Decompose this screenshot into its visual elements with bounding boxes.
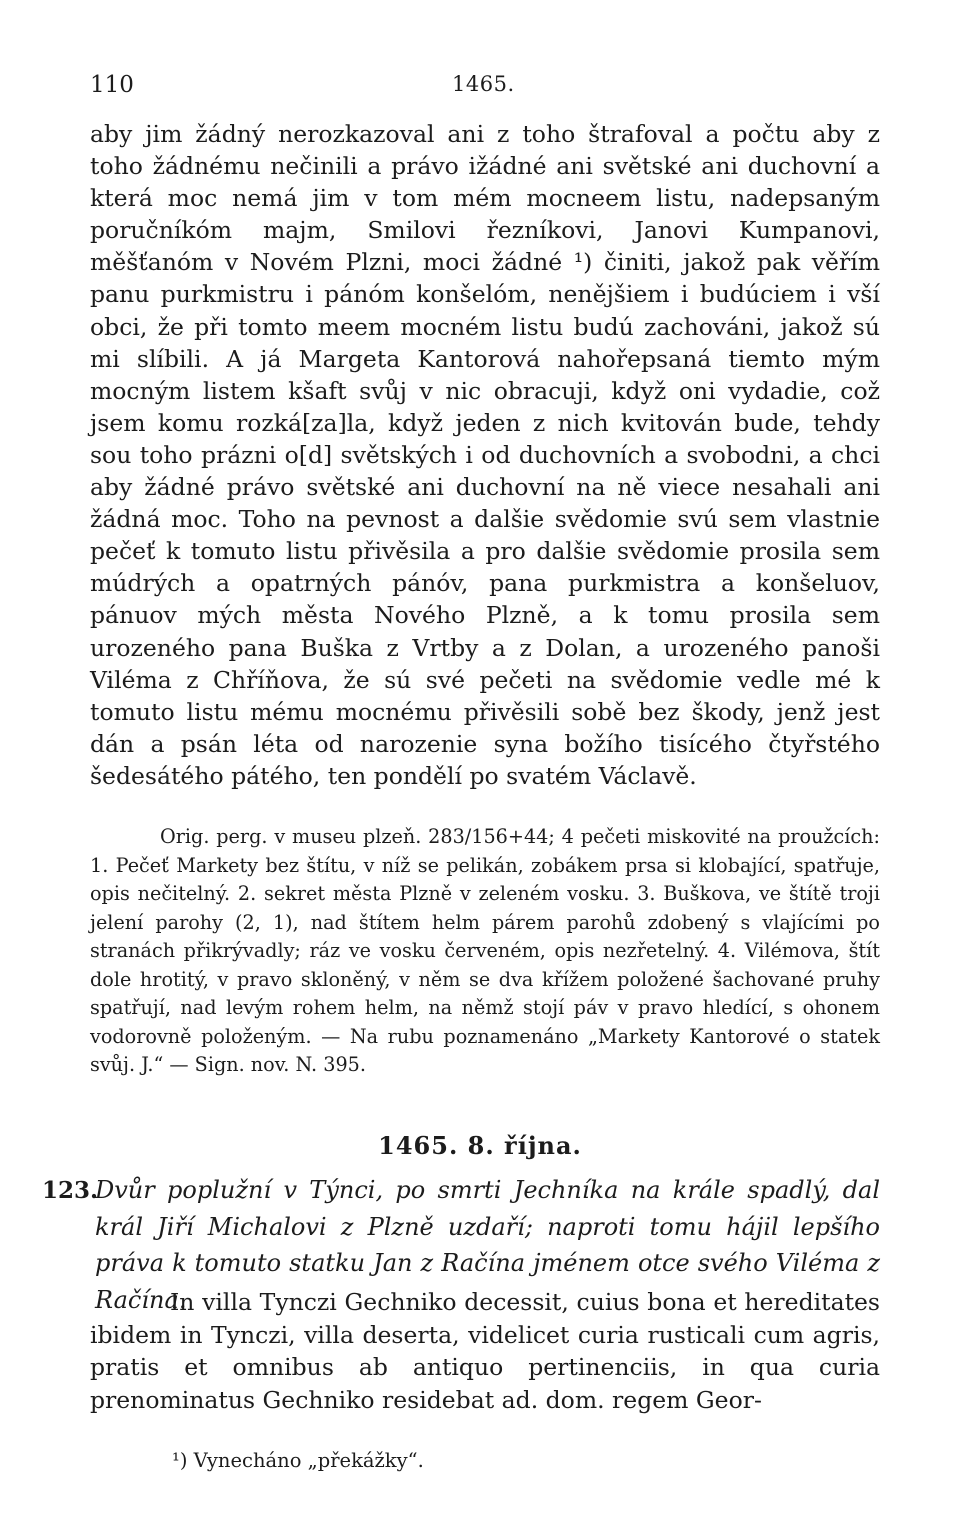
entry-date-heading: 1465. 8. října. [378,1131,582,1160]
footnote: ¹) Vynecháno „překážky“. [172,1449,424,1472]
latin-text: In villa Tynczi Gechniko decessit, cuius bona et hereditates ibidem in Tynczi, villa deserta, videlicet curia rusticali cum agris, pratis et omnibus ab antiquo pertinenciis, in qua curia prenominatus Gechniko residebat ad. dom. regem Geor- [90,1288,880,1414]
entry-summary: Dvůr poplužní v Týnci, po smrti Jechníka na krále spadlý, dal král Jiří Michalovi z Plzně uzdaří; naproti tomu hájil lepšího práva k tomuto statku Jan z Račína jménem otce svého Viléma z Račína. [95,1176,880,1314]
document-body-text: aby jim žádný nerozkazoval ani z toho štrafoval a počtu aby z toho žádnému nečinili a právo ižádné ani světské ani duchovní a která moc nemá jim v tom mém mocneem listu, nadepsaným poručníkóm majm, Smilovi řezníkovi, Janovi Kumpanovi, měšťanóm v Novém Plzni, moci žádné ¹) činiti, jakož pak věřím panu purkmistru i pánóm konšelóm, nenějšiem i budúciem i vší obci, že při tomto meem mocném listu budú zachováni, jakož sú mi slíbili. A já Margeta Kantorová nahořepsaná tiemto mým mocným listem kšaft svůj v nic obracuji, když oni vydadie, což jsem komu rozká[za]la, když jeden z nich kvitován bude, tehdy sou toho prázni o[d] světských i od duchovních a svobodni, a chci aby žádné právo světské ani duchovní na ně viece nesahali ani žádná moc. Toho na pevnost a dalšie svědomie svú sem vlastnie pečeť k tomuto listu přivěsila a pro dalšie svědomie prosila sem múdrých a opatrných pánóv, pana purkmistra a konšeluov, pánuov mých města Nového Plzně, a k tomu prosila sem urozeného pana Buška z Vrtby a z Dolan, a urozeného panoši Viléma z Chříňova, že sú své pečeti na svědomie vedle mé k tomuto listu mému mocnému přivěsili sobě bez škody, jenž jest dán a psán léta od narozenie syna božího tisícého čtyřstého šedesátého pátého, ten pondělí po svatém Václavě. [90,120,880,790]
page-header [90,72,880,112]
editorial-note: Orig. perg. v museu plzeň. 283/156+44; 4 pečeti miskovité na proužcích: 1. Pečeť Markety bez štítu, v níž se pelikán, zobákem prsa si klobající, spatřuje, opis nečitelný. 2. sekret města Plzně v zeleném vosku. 3. Buškova, ve štítě troji jelení parohy (2, 1), nad štítem helm párem parohů zdobený s vlajícími po stranách přikrývadly; ráz ve vosku červeném, opis nezřetelný. 4. Vilémova, štít dole hrotitý, v pravo skloněný, v něm se dva křížem položené šachované pruhy spatřují, nad levým rohem helm, na němž stojí páv v pravo hledící, s ohonem vodorovně položeným. — Na rubu poznamenáno „Markety Kantorové o statek svůj. J.“ — Sign. nov. N. 395. [90,825,880,1076]
page-number: 110 [90,72,134,98]
entry-number: 123. [42,1177,99,1204]
running-header-year: 1465. [452,72,515,96]
